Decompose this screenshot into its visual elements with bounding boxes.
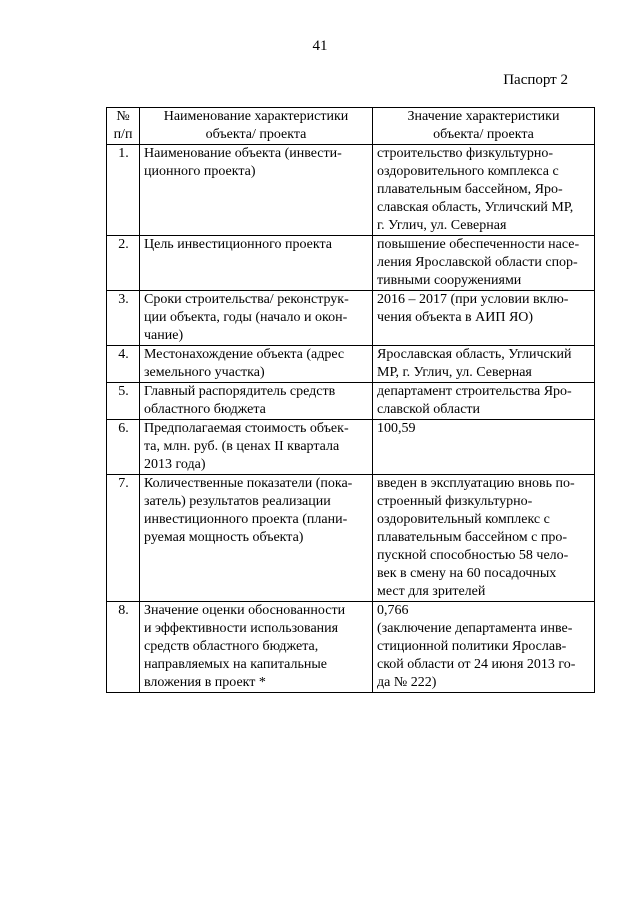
header-value <box>373 108 595 145</box>
row-value <box>373 291 595 346</box>
header-value-line: Значение характеристики <box>407 109 560 124</box>
row-value-line: мест для зрителей <box>377 584 486 599</box>
row-number: 3. <box>107 291 140 346</box>
row-value-line: тивными сооружениями <box>377 273 522 288</box>
row-value-line: (заключение департамента инве- <box>377 621 573 636</box>
row-value-line: пускной способностью 58 чело- <box>377 548 569 563</box>
passport-label: Паспорт 2 <box>503 72 568 88</box>
table-header-row <box>107 108 595 145</box>
table-row <box>107 291 595 346</box>
row-value-line: оздоровительного комплекса с <box>377 164 559 179</box>
row-value <box>373 420 595 475</box>
row-number: 7. <box>107 475 140 602</box>
row-characteristic <box>140 236 373 291</box>
row-value <box>373 236 595 291</box>
row-value-line: строенный физкультурно- <box>377 494 533 509</box>
row-value-line: г. Углич, ул. Северная <box>377 218 507 233</box>
row-characteristic-line: та, млн. руб. (в ценах II квартала <box>144 439 340 454</box>
row-value <box>373 475 595 602</box>
row-characteristic-line: Значение оценки обоснованности <box>144 603 346 618</box>
row-number: 1. <box>107 145 140 236</box>
row-number: 5. <box>107 383 140 420</box>
row-value-line: оздоровительный комплекс с <box>377 512 550 527</box>
row-characteristic-line: ции объекта, годы (начало и окон- <box>144 310 348 325</box>
row-value-line: ской области от 24 июня 2013 го- <box>377 657 576 672</box>
row-characteristic-line: земельного участка) <box>144 365 265 380</box>
row-value-line: ления Ярославской области спор- <box>377 255 578 270</box>
header-value-line: объекта/ проекта <box>433 127 534 142</box>
row-value-line: 2016 – 2017 (при условии вклю- <box>377 292 569 307</box>
table-row <box>107 346 595 383</box>
row-characteristic-line: Цель инвестиционного проекта <box>144 237 332 252</box>
row-value <box>373 346 595 383</box>
row-value-line: строительство физкультурно- <box>377 146 554 161</box>
row-characteristic <box>140 383 373 420</box>
row-characteristic-line: чание) <box>144 328 184 343</box>
header-number-line: № <box>116 109 130 124</box>
header-name-line: Наименование характеристики <box>163 109 349 124</box>
row-characteristic <box>140 420 373 475</box>
row-number: 6. <box>107 420 140 475</box>
row-value-line: департамент строительства Яро- <box>377 384 572 399</box>
row-value-line: плавательным бассейном, Яро- <box>377 182 563 197</box>
row-value-line: 0,766 <box>377 603 409 618</box>
row-characteristic-line: руемая мощность объекта) <box>144 530 304 545</box>
row-value-line: да № 222) <box>377 675 437 690</box>
row-value-line: век в смену на 60 посадочных <box>377 566 557 581</box>
row-characteristic <box>140 145 373 236</box>
row-characteristic-line: Наименование объекта (инвести- <box>144 146 342 161</box>
row-characteristic-line: вложения в проект * <box>144 675 266 690</box>
row-value-line: 100,59 <box>377 421 416 436</box>
row-value-line: введен в эксплуатацию вновь по- <box>377 476 575 491</box>
row-value-line: славской области <box>377 402 481 417</box>
row-characteristic-line: инвестиционного проекта (плани- <box>144 512 348 527</box>
row-characteristic <box>140 291 373 346</box>
row-characteristic <box>140 475 373 602</box>
page-number: 41 <box>312 38 328 54</box>
row-characteristic-line: Главный распорядитель средств <box>144 384 336 399</box>
row-characteristic-line: затель) результатов реализации <box>144 494 331 509</box>
row-value-line: чения объекта в АИП ЯО) <box>377 310 534 325</box>
row-characteristic <box>140 346 373 383</box>
header-number <box>107 108 140 145</box>
row-value-line: плавательным бассейном с про- <box>377 530 568 545</box>
row-number: 4. <box>107 346 140 383</box>
row-value <box>373 145 595 236</box>
table-row <box>107 602 595 693</box>
row-characteristic-line: Предполагаемая стоимость объек- <box>144 421 349 436</box>
row-characteristic-line: 2013 года) <box>144 457 206 472</box>
passport-table <box>106 107 595 693</box>
row-value-line: славская область, Угличский МР, <box>377 200 574 215</box>
row-value-line: стиционной политики Ярослав- <box>377 639 567 654</box>
row-number: 8. <box>107 602 140 693</box>
row-characteristic-line: Сроки строительства/ реконструк- <box>144 292 349 307</box>
header-name-line: объекта/ проекта <box>205 127 307 142</box>
table-row <box>107 145 595 236</box>
row-characteristic-line: Местонахождение объекта (адрес <box>144 347 345 362</box>
table-row <box>107 475 595 602</box>
row-characteristic-line: областного бюджета <box>144 402 266 417</box>
header-name <box>140 108 373 145</box>
row-characteristic <box>140 602 373 693</box>
row-number: 2. <box>107 236 140 291</box>
row-characteristic-line: Количественные показатели (пока- <box>144 476 353 491</box>
table-body <box>107 145 595 693</box>
row-characteristic-line: направляемых на капитальные <box>144 657 327 672</box>
row-value-line: Ярославская область, Угличский <box>377 347 572 362</box>
header-number-line: п/п <box>113 127 133 142</box>
row-value-line: повышение обеспеченности насе- <box>377 237 580 252</box>
row-characteristic-line: ционного проекта) <box>144 164 256 179</box>
row-characteristic-line: средств областного бюджета, <box>144 639 319 654</box>
table-row <box>107 236 595 291</box>
table-row <box>107 420 595 475</box>
table-row <box>107 383 595 420</box>
row-characteristic-line: и эффективности использования <box>144 621 339 636</box>
row-value <box>373 383 595 420</box>
row-value <box>373 602 595 693</box>
row-value-line: МР, г. Углич, ул. Северная <box>377 365 532 380</box>
